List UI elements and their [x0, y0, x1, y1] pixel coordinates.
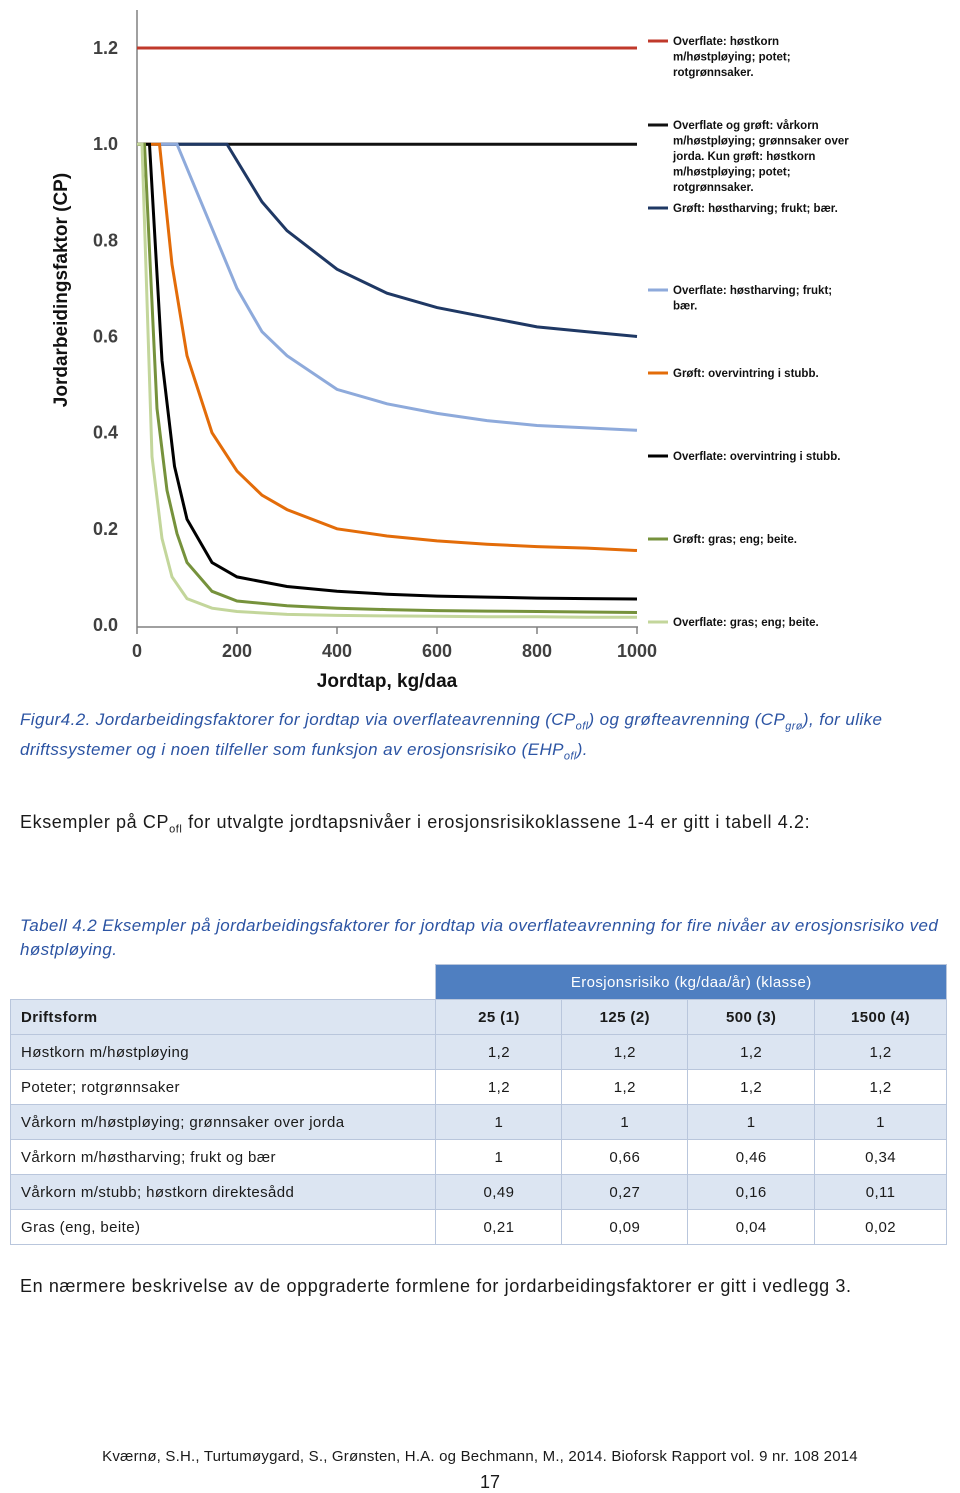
series-line: [137, 144, 637, 430]
table-header: 125 (2): [562, 1000, 688, 1035]
table-cell: 1,2: [815, 1070, 947, 1105]
table-cell: 1: [688, 1105, 815, 1140]
table-cell: 1,2: [562, 1035, 688, 1070]
closing-paragraph: En nærmere beskrivelse av de oppgraderte formlene for jordarbeidingsfaktorer er gitt i vedlegg 3.: [20, 1276, 852, 1296]
legend-entry: Grøft: gras; eng; beite.: [673, 534, 797, 546]
table-header: 500 (3): [688, 1000, 815, 1035]
series-line: [137, 144, 637, 612]
table-header: 1500 (4): [815, 1000, 947, 1035]
table-cell: 1: [436, 1140, 562, 1175]
table-header: Driftsform: [11, 1000, 436, 1035]
table-cell: 0,09: [562, 1210, 688, 1245]
table-row: [11, 1210, 947, 1245]
intro-subscript: ofl: [169, 823, 183, 836]
table-cell: Poteter; rotgrønnsaker: [11, 1070, 436, 1105]
table-cell: Vårkorn m/høstharving; frukt og bær: [11, 1140, 436, 1175]
y-tick-label: 0.4: [92, 422, 118, 443]
caption-part: ), for ulike driftssystemer og i noen tilfeller som funksjon av erosjonsrisiko (EHP: [20, 710, 883, 760]
table-row: [11, 1175, 947, 1210]
legend-entry: Overflate: høstkorn m/høstpløying; potet; rotgrønnsaker.: [673, 36, 791, 79]
page-footer: Kværnø, S.H., Turtumøygard, S., Grønsten, H.A. og Bechmann, M., 2014. Bioforsk Rapport vol. 9 nr. 108 2014: [102, 1448, 858, 1465]
x-tick-label: 400: [321, 641, 353, 661]
table-cell: 0,34: [815, 1140, 947, 1175]
y-axis-ticks: [93, 38, 118, 635]
table-cell: 1,2: [688, 1035, 815, 1070]
table-cell: Vårkorn m/stubb; høstkorn direktesådd: [11, 1175, 436, 1210]
series-line: [137, 144, 637, 550]
figure-caption: [20, 708, 940, 769]
legend-entry: Overflate og grøft: vårkorn m/høstpløying; grønnsaker over jorda. Kun grøft: høstkorn m/høstpløying; potet; rotgrønnsaker.: [673, 120, 849, 194]
table-cell: 0,11: [815, 1175, 947, 1210]
table-row: [11, 1070, 947, 1105]
table-cell: 1,2: [815, 1035, 947, 1070]
legend-entry: Overflate: gras; eng; beite.: [673, 617, 819, 629]
table-cell: 1,2: [688, 1070, 815, 1105]
table-header: 25 (1): [436, 1000, 562, 1035]
series-line: [137, 144, 637, 599]
table-cell: 0,27: [562, 1175, 688, 1210]
caption-subscript: ofl: [575, 720, 589, 733]
y-tick-label: 1.2: [92, 38, 118, 58]
x-tick-label: 800: [521, 641, 553, 661]
x-axis-label: Jordtap, kg/daa: [316, 671, 458, 692]
intro-part: Eksempler på CP: [20, 812, 170, 832]
caption-subscript: grø: [785, 720, 803, 733]
table-row: [11, 1105, 947, 1140]
intro-part: for utvalgte jordtapsnivåer i erosjonsrisikoklassene 1-4 er gitt i tabell 4.2:: [182, 812, 811, 832]
table-group-header: Erosjonsrisiko (kg/daa/år) (klasse): [436, 965, 947, 1000]
table-cell: 1,2: [436, 1035, 562, 1070]
page-number: 17: [479, 1472, 501, 1492]
legend-entry: Grøft: høstharving; frukt; bær.: [673, 203, 838, 215]
y-tick-label: 1.0: [92, 134, 118, 155]
y-tick-label: 0.6: [92, 326, 118, 347]
series-line: [137, 144, 637, 336]
intro-paragraph: [20, 808, 960, 844]
table-caption: Tabell 4.2 Eksempler på jordarbeidingsfaktorer for jordtap via overflateavrenning for fire nivåer av erosjonsrisiko ved høstpløying.: [20, 916, 939, 959]
table-cell: 1,2: [436, 1070, 562, 1105]
legend-entry: Overflate: høstharving; frukt; bær.: [673, 285, 833, 313]
table-cell: 0,21: [436, 1210, 562, 1245]
table-cell: 1: [562, 1105, 688, 1140]
y-tick-label: 0.0: [92, 615, 118, 635]
erosion-table: [10, 964, 947, 1245]
table-cell: Vårkorn m/høstpløying; grønnsaker over jorda: [11, 1105, 436, 1140]
table-cell: 1,2: [562, 1070, 688, 1105]
x-tick-label: 0: [131, 641, 143, 661]
table-cell: 0,02: [815, 1210, 947, 1245]
table-corner: [11, 965, 436, 1000]
x-axis-ticks: [132, 627, 657, 661]
table-cell: Gras (eng, beite): [11, 1210, 436, 1245]
table-cell: Høstkorn m/høstpløying: [11, 1035, 436, 1070]
table-cell: 0,16: [688, 1175, 815, 1210]
legend-entry: Overflate: overvintring i stubb.: [673, 451, 841, 463]
chart-legend: [648, 36, 849, 629]
caption-subscript: ofl: [563, 750, 577, 763]
legend-entry: Grøft: overvintring i stubb.: [673, 368, 819, 380]
x-tick-label: 1000: [616, 641, 658, 661]
y-axis-label: Jordarbeidingsfaktor (CP): [51, 172, 72, 408]
table-cell: 1: [815, 1105, 947, 1140]
table-row: [11, 1140, 947, 1175]
caption-part: ).: [576, 740, 588, 760]
chart-series: [137, 48, 637, 617]
table-row: [11, 1035, 947, 1070]
cp-chart: [0, 0, 960, 700]
x-tick-label: 600: [421, 641, 453, 661]
caption-part: Figur4.2. Jordarbeidingsfaktorer for jordtap via overflateavrenning (CP: [20, 710, 576, 729]
y-tick-label: 0.2: [92, 518, 118, 539]
caption-part: ) og grøfteavrenning (CP: [588, 710, 786, 729]
y-tick-label: 0.8: [92, 230, 118, 251]
table-cell: 1: [436, 1105, 562, 1140]
table-cell: 0,66: [562, 1140, 688, 1175]
table-cell: 0,04: [688, 1210, 815, 1245]
x-tick-label: 200: [221, 641, 253, 661]
table-cell: 0,49: [436, 1175, 562, 1210]
table-cell: 0,46: [688, 1140, 815, 1175]
